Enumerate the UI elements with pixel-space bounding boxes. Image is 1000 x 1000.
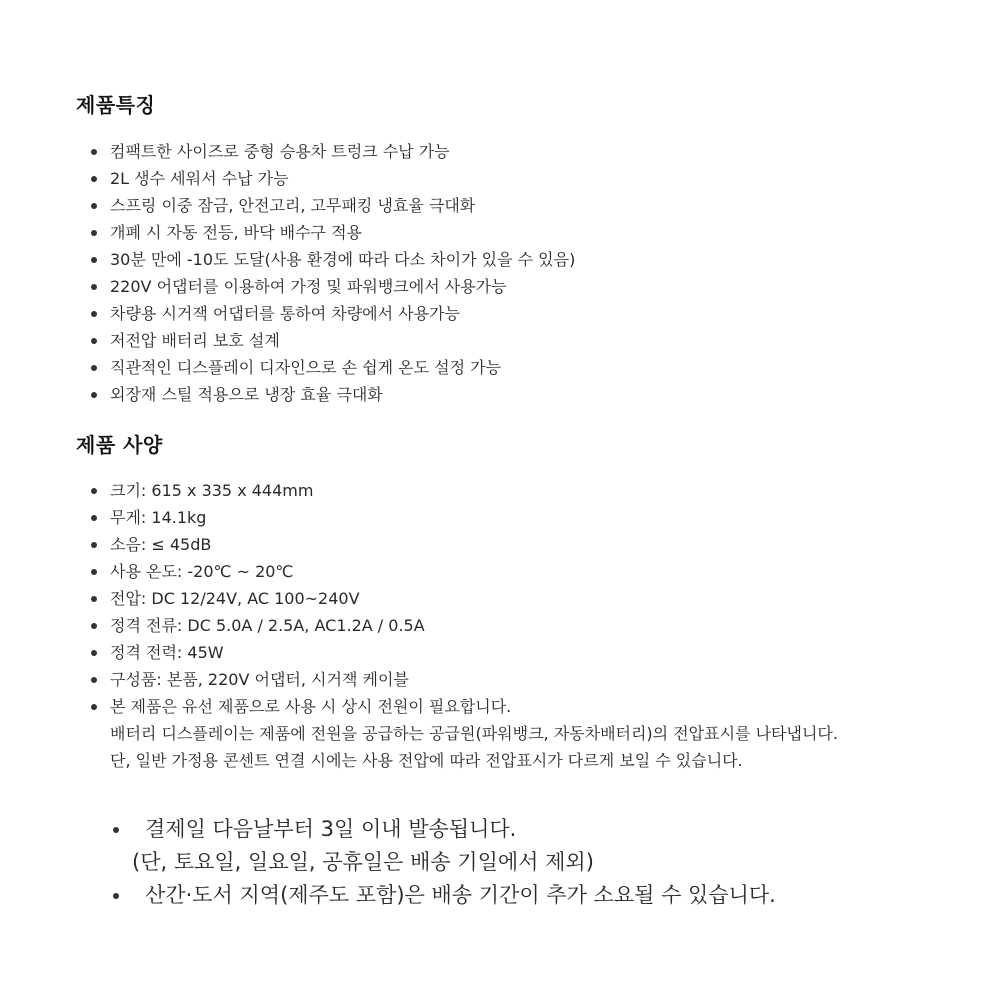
list-item-text: 소음: ≤ 45dB	[110, 535, 212, 554]
list-item-text: 직관적인 디스플레이 디자인으로 손 쉽게 온도 설정 가능	[110, 358, 502, 377]
list-item-text: 구성품: 본품, 220V 어댑터, 시거잭 케이블	[110, 670, 409, 689]
list-item-text: 개폐 시 자동 전등, 바닥 배수구 적용	[110, 223, 362, 242]
list-item-text: 30분 만에 -10도 도달(사용 환경에 따라 다소 차이가 있을 수 있음)	[110, 250, 576, 269]
list-item	[0, 585, 838, 612]
list-item	[0, 138, 575, 165]
bullet-icon	[91, 203, 97, 209]
shipping-notice-list	[0, 813, 776, 912]
shipping-text: 결제일 다음날부터 3일 이내 발송됩니다.	[145, 817, 517, 841]
note-line: 본 제품은 유선 제품으로 사용 시 상시 전원이 필요합니다.	[110, 697, 512, 716]
bullet-icon	[91, 149, 97, 155]
list-item-text: 220V 어댑터를 이용하여 가정 및 파워뱅크에서 사용가능	[110, 277, 507, 296]
bullet-icon	[91, 650, 97, 656]
bullet-icon	[113, 893, 119, 899]
bullet-icon	[91, 365, 97, 371]
list-item	[0, 300, 575, 327]
list-item-text: 사용 온도: -20℃ ~ 20℃	[110, 562, 294, 581]
bullet-icon	[91, 488, 97, 494]
bullet-icon	[91, 257, 97, 263]
bullet-icon	[91, 677, 97, 683]
bullet-icon	[91, 542, 97, 548]
list-item-text: 전압: DC 12/24V, AC 100~240V	[110, 589, 360, 608]
shipping-text: 산간·도서 지역(제주도 포함)은 배송 기간이 추가 소요될 수 있습니다.	[145, 883, 776, 907]
note-line: 배터리 디스플레이는 제품에 전원을 공급하는 공급원(파워뱅크, 자동차배터리)의 전압표시를 나타냅니다.	[110, 724, 838, 743]
bullet-icon	[91, 515, 97, 521]
shipping-subtext: (단, 토요일, 일요일, 공휴일은 배송 기일에서 제외)	[132, 850, 594, 874]
list-item	[0, 504, 838, 531]
bullet-icon	[91, 569, 97, 575]
note-line: 단, 일반 가정용 콘센트 연결 시에는 사용 전압에 따라 전압표시가 다르게 보일 수 있습니다.	[110, 751, 743, 770]
list-item	[0, 558, 838, 585]
list-item	[0, 639, 838, 666]
bullet-icon	[91, 311, 97, 317]
list-item	[0, 165, 575, 192]
list-item	[0, 273, 575, 300]
list-item-text: 크기: 615 x 335 x 444mm	[110, 481, 314, 500]
bullet-icon	[91, 623, 97, 629]
bullet-icon	[113, 827, 119, 833]
list-item	[0, 666, 838, 693]
list-item	[0, 531, 838, 558]
list-item-text: 저전압 배터리 보호 설계	[110, 331, 280, 350]
list-item-text: 2L 생수 세워서 수납 가능	[110, 169, 289, 188]
list-item	[0, 354, 575, 381]
shipping-item	[0, 879, 776, 912]
bullet-icon	[91, 596, 97, 602]
list-item	[0, 612, 838, 639]
list-item	[0, 219, 575, 246]
features-list	[0, 138, 575, 408]
bullet-icon	[91, 338, 97, 344]
shipping-item	[0, 813, 776, 879]
list-item-text: 외장재 스틸 적용으로 냉장 효율 극대화	[110, 385, 383, 404]
specs-title: 제품 사양	[76, 433, 163, 457]
list-item	[0, 477, 838, 504]
list-item	[0, 246, 575, 273]
features-title: 제품특징	[76, 93, 156, 117]
list-item-text: 차량용 시거잭 어댑터를 통하여 차량에서 사용가능	[110, 304, 461, 323]
list-item	[0, 192, 575, 219]
list-item-text: 무게: 14.1kg	[110, 508, 207, 527]
list-item-text: 스프링 이중 잠금, 안전고리, 고무패킹 냉효율 극대화	[110, 196, 476, 215]
list-item	[0, 327, 575, 354]
bullet-icon	[91, 392, 97, 398]
bullet-icon	[91, 176, 97, 182]
list-item-text: 정격 전류: DC 5.0A / 2.5A, AC1.2A / 0.5A	[110, 616, 425, 635]
bullet-icon	[91, 230, 97, 236]
list-item-text: 정격 전력: 45W	[110, 643, 224, 662]
bullet-icon	[91, 704, 97, 710]
list-item	[0, 381, 575, 408]
bullet-icon	[91, 284, 97, 290]
specs-list	[0, 477, 838, 774]
list-item-text: 컴팩트한 사이즈로 중형 승용차 트렁크 수납 가능	[110, 142, 450, 161]
list-item-note	[0, 693, 838, 774]
